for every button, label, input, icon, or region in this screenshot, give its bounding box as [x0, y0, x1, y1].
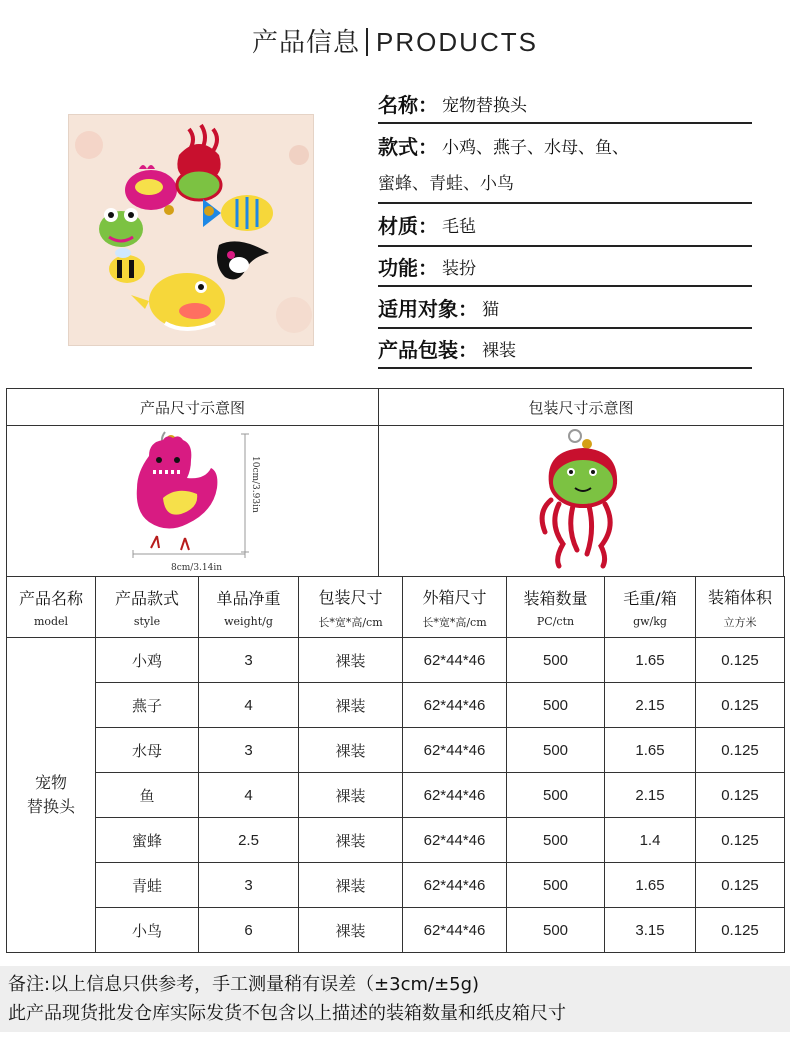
- info-row-package: [378, 329, 752, 369]
- weight-cell: 6: [199, 908, 299, 953]
- pack-cell: 裸装: [299, 863, 403, 908]
- gw-cell: 1.65: [605, 638, 696, 683]
- note-line-2: 此产品现货批发仓库实际发货不包含以上描述的装箱数量和纸皮箱尺寸: [8, 1003, 566, 1024]
- pack-cell: 裸装: [299, 728, 403, 773]
- table-row: [7, 638, 785, 683]
- pack-cell: 裸装: [299, 638, 403, 683]
- qty-cell: 500: [507, 863, 605, 908]
- qty-cell: 500: [507, 818, 605, 863]
- col-header-gross-weight: 毛重/箱 gw/kg: [605, 577, 696, 638]
- product-photo: [68, 114, 314, 346]
- pack-cell: 裸装: [299, 683, 403, 728]
- style-value-line1: 小鸡、燕子、水母、鱼、: [442, 137, 629, 158]
- weight-cell: 3: [199, 863, 299, 908]
- style-cell: 鱼: [96, 773, 199, 818]
- table-row: [7, 908, 785, 953]
- package-size-diagram: [378, 425, 784, 577]
- col-header-qty: 装箱数量 PC/ctn: [507, 577, 605, 638]
- notes-box: [0, 966, 790, 1032]
- product-size-title: 产品尺寸示意图: [6, 388, 379, 426]
- target-value: 猫: [482, 299, 499, 320]
- function-label: 功能：: [378, 255, 438, 280]
- vol-cell: 0.125: [696, 818, 785, 863]
- col-header-carton-size: 外箱尺寸 长*宽*高/cm: [403, 577, 507, 638]
- package-label: 产品包装：: [378, 337, 478, 362]
- style-cell: 蜜蜂: [96, 818, 199, 863]
- product-info: [378, 84, 752, 369]
- col-header-model: 产品名称 model: [7, 577, 96, 638]
- weight-cell: 4: [199, 773, 299, 818]
- frog-figure: [99, 208, 143, 247]
- gw-cell: 2.15: [605, 683, 696, 728]
- carton-cell: 62*44*46: [403, 683, 507, 728]
- col-header-volume: 装箱体积 立方米: [696, 577, 785, 638]
- vol-cell: 0.125: [696, 863, 785, 908]
- package-size-title: 包装尺寸示意图: [378, 388, 784, 426]
- function-value: 装扮: [442, 258, 476, 279]
- info-row-function: [378, 247, 752, 287]
- col-header-pack-size: 包装尺寸 长*宽*高/cm: [299, 577, 403, 638]
- table-row: [7, 863, 785, 908]
- style-label: 款式：: [378, 134, 438, 159]
- weight-cell: 3: [199, 728, 299, 773]
- title-divider: [366, 28, 368, 56]
- gw-cell: 1.65: [605, 728, 696, 773]
- spec-table: [6, 576, 785, 953]
- pack-cell: 裸装: [299, 908, 403, 953]
- table-row: [7, 728, 785, 773]
- qty-cell: 500: [507, 683, 605, 728]
- vol-cell: 0.125: [696, 638, 785, 683]
- vol-cell: 0.125: [696, 773, 785, 818]
- material-value: 毛毡: [442, 217, 476, 237]
- carton-cell: 62*44*46: [403, 773, 507, 818]
- weight-cell: 2.5: [199, 818, 299, 863]
- style-cell: 小鸡: [96, 638, 199, 683]
- weight-cell: 3: [199, 638, 299, 683]
- carton-cell: 62*44*46: [403, 863, 507, 908]
- gw-cell: 2.15: [605, 773, 696, 818]
- style-cell: 燕子: [96, 683, 199, 728]
- title-cn: 产品信息: [252, 28, 361, 58]
- gw-cell: 3.15: [605, 908, 696, 953]
- weight-cell: 4: [199, 683, 299, 728]
- style-cell: 水母: [96, 728, 199, 773]
- width-dimension-label: 8cm/3.14in: [171, 563, 223, 573]
- pack-cell: 裸装: [299, 818, 403, 863]
- info-row-name: [378, 84, 752, 124]
- carton-cell: 62*44*46: [403, 818, 507, 863]
- info-row-target: [378, 287, 752, 329]
- col-header-style: 产品款式 style: [96, 577, 199, 638]
- info-row-style: [378, 124, 752, 204]
- qty-cell: 500: [507, 773, 605, 818]
- vol-cell: 0.125: [696, 728, 785, 773]
- product-size-diagram: [6, 425, 379, 577]
- package-value: 裸装: [482, 340, 516, 361]
- carton-cell: 62*44*46: [403, 908, 507, 953]
- col-header-weight: 单品净重 weight/g: [199, 577, 299, 638]
- name-value: 宠物替换头: [442, 95, 527, 116]
- table-row: [7, 683, 785, 728]
- page-title: [0, 22, 790, 59]
- style-cell: 青蛙: [96, 863, 199, 908]
- target-label: 适用对象：: [378, 296, 478, 321]
- vol-cell: 0.125: [696, 683, 785, 728]
- title-en: PRODUCTS: [376, 27, 538, 57]
- table-row: [7, 818, 785, 863]
- qty-cell: 500: [507, 638, 605, 683]
- material-label: 材质：: [378, 214, 438, 238]
- model-cell: 宠物 替换头: [7, 638, 96, 953]
- table-row: [7, 773, 785, 818]
- qty-cell: 500: [507, 908, 605, 953]
- info-row-material: [378, 204, 752, 247]
- pack-cell: 裸装: [299, 773, 403, 818]
- carton-cell: 62*44*46: [403, 638, 507, 683]
- style-value-line2: 蜜蜂、青蛙、小鸟: [378, 174, 514, 194]
- gw-cell: 1.4: [605, 818, 696, 863]
- style-cell: 小鸟: [96, 908, 199, 953]
- height-dimension-label: 10cm/3.93in: [250, 456, 260, 513]
- qty-cell: 500: [507, 728, 605, 773]
- table-header-row: [7, 577, 785, 638]
- vol-cell: 0.125: [696, 908, 785, 953]
- name-label: 名称：: [378, 92, 438, 117]
- note-line-1: 备注:以上信息只供参考，手工测量稍有误差（±3cm/±5g): [8, 974, 480, 995]
- carton-cell: 62*44*46: [403, 728, 507, 773]
- gw-cell: 1.65: [605, 863, 696, 908]
